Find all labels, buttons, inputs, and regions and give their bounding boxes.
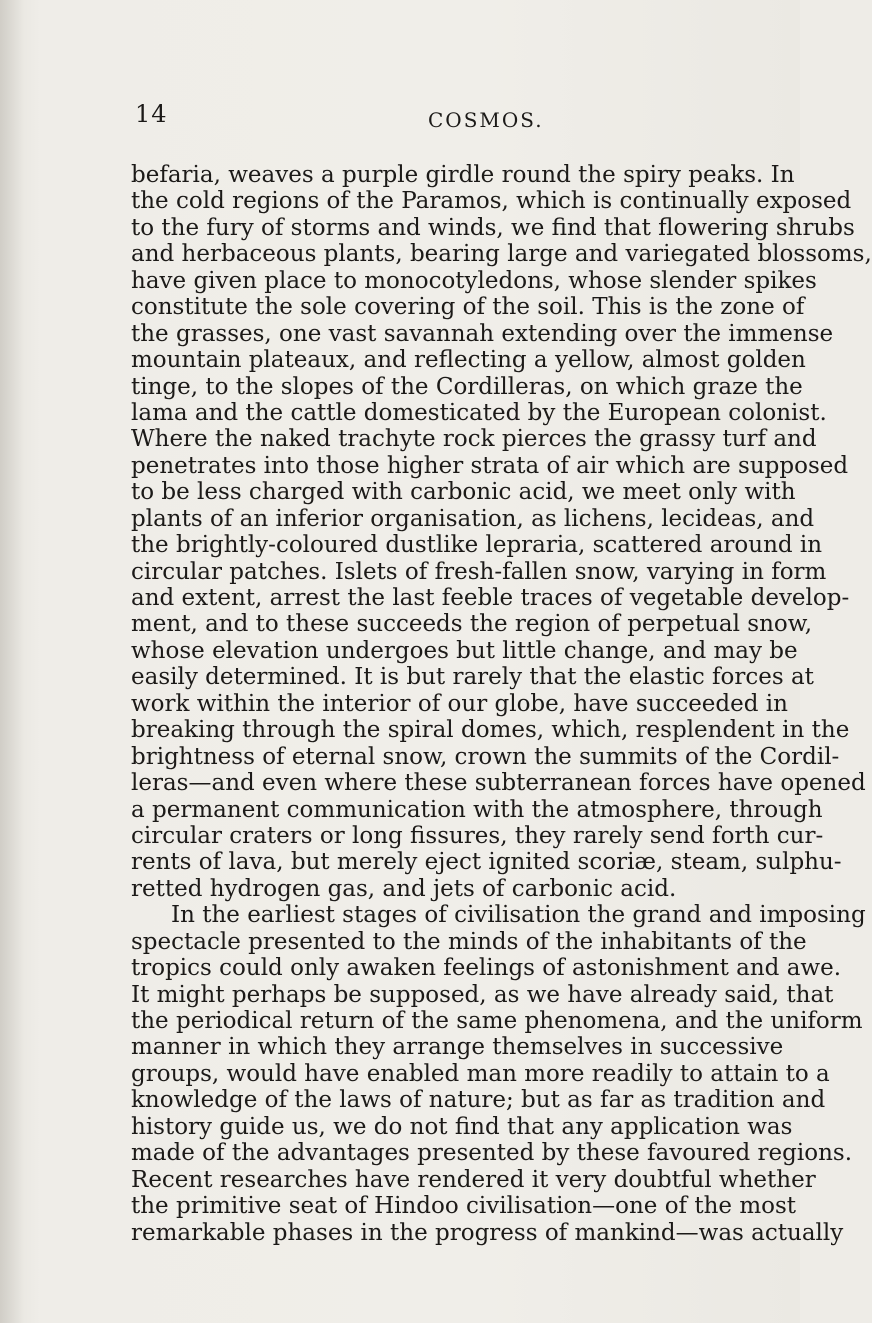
body-text xyxy=(131,162,872,1246)
text-line: It might perhaps be supposed, as we have already said, that xyxy=(131,981,834,1008)
text-line: made of the advantages presented by these favoured regions. xyxy=(131,1140,853,1167)
text-line: groups, would have enabled man more readily to attain to a xyxy=(131,1060,830,1087)
text-line: plants of an inferior organisation, as lichens, lecideas, and xyxy=(131,505,815,532)
page-header xyxy=(135,100,765,140)
text-line: penetrates into those higher strata of air which are supposed xyxy=(131,452,849,479)
text-line: remarkable phases in the progress of mankind—was actually xyxy=(131,1219,844,1246)
text-line: a permanent communication with the atmosphere, through xyxy=(131,796,823,823)
text-line: to be less charged with carbonic acid, we meet only with xyxy=(131,479,796,506)
text-line: tropics could only awaken feelings of astonishment and awe. xyxy=(131,955,842,982)
text-line: lama and the cattle domesticated by the European colonist. xyxy=(131,399,827,426)
paragraph-start-line: In the earliest stages of civilisation the grand and imposing xyxy=(171,902,866,929)
text-line: tinge, to the slopes of the Cordilleras, on which graze the xyxy=(131,373,803,400)
text-line: and herbaceous plants, bearing large and variegated blossoms, xyxy=(131,241,872,268)
text-line: spectacle presented to the minds of the inhabitants of the xyxy=(131,928,807,955)
text-line: ment, and to these succeeds the region of perpetual snow, xyxy=(131,611,813,638)
text-line: befaria, weaves a purple girdle round the spiry peaks. In xyxy=(131,162,795,188)
text-line: breaking through the spiral domes, which, resplendent in the xyxy=(131,717,850,744)
text-line: the brightly-coloured dustlike lepraria, scattered around in xyxy=(131,532,823,559)
text-line: Where the naked trachyte rock pierces the grassy turf and xyxy=(131,426,817,453)
binding-shadow xyxy=(0,0,24,1323)
text-line: to the fury of storms and winds, we find that flowering shrubs xyxy=(131,214,855,241)
text-line: history guide us, we do not find that any application was xyxy=(131,1113,793,1140)
text-line: manner in which they arrange themselves in successive xyxy=(131,1034,784,1061)
paragraph-end-line: retted hydrogen gas, and jets of carbonic acid. xyxy=(131,875,677,902)
text-line: circular craters or long fissures, they rarely send forth cur- xyxy=(131,822,824,849)
text-line: leras—and even where these subterranean forces have opened xyxy=(131,770,866,797)
text-line: easily determined. It is but rarely that the elastic forces at xyxy=(131,664,814,691)
text-line: the cold regions of the Paramos, which is continually exposed xyxy=(131,188,852,215)
page-number: 14 xyxy=(135,100,168,128)
text-line: constitute the sole covering of the soil. This is the zone of xyxy=(131,294,805,321)
text-line: knowledge of the laws of nature; but as far as tradition and xyxy=(131,1087,826,1114)
text-line: rents of lava, but merely eject ignited scoriæ, steam, sulphu- xyxy=(131,849,842,876)
text-line: Recent researches have rendered it very doubtful whether xyxy=(131,1166,816,1193)
text-line: and extent, arrest the last feeble traces of vegetable develop- xyxy=(131,585,850,611)
text-line: the grasses, one vast savannah extending over the immense xyxy=(131,320,834,347)
text-line: have given place to monocotyledons, whose slender spikes xyxy=(131,267,817,294)
text-line: the periodical return of the same phenomena, and the uniform xyxy=(131,1008,863,1034)
text-line: whose elevation undergoes but little change, and may be xyxy=(131,637,798,664)
text-line: work within the interior of our globe, have succeeded in xyxy=(131,690,788,717)
text-line: the primitive seat of Hindoo civilisation—one of the most xyxy=(131,1193,797,1220)
text-line: brightness of eternal snow, crown the summits of the Cordil- xyxy=(131,743,840,770)
text-line: circular patches. Islets of fresh-fallen snow, varying in form xyxy=(131,558,827,585)
running-head: COSMOS. xyxy=(428,108,544,132)
text-line: mountain plateaux, and reflecting a yellow, almost golden xyxy=(131,347,806,374)
